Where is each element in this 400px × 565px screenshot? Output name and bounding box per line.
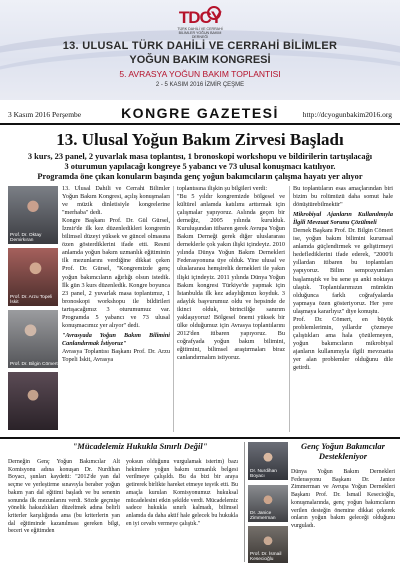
column-divider — [244, 442, 245, 562]
header-banner — [0, 0, 400, 100]
photo-audience — [8, 372, 58, 430]
article-column-2 — [177, 185, 285, 362]
photo-speaker-2 — [8, 248, 58, 306]
logo-text: TDCY — [178, 8, 222, 27]
photo-caption: Dr. Nurdihan Boyacı — [250, 469, 277, 479]
section-divider — [0, 437, 400, 439]
congress-title-line2: YOĞUN BAKIM KONGRESİ — [129, 54, 271, 66]
column-divider — [289, 186, 290, 432]
paragraph: Dernek Başkanı Prof. Dr. Bilgin Cömert ise, yoğun bakım bilimini kurumsal anlamda güçlendirmek ve geliştirmeyi hedeflediklerini ifade ederek, "2000'li yıllardan itibaren bu toplantıları yapıyoruz. Bilim sempozyumları başlamıştık ve bu sene şu anki noktaya ulaştık. Toplantılarımızın mümkün olduğunca farklı coğrafyalarda yapmaya özen gösteriyoruz. Her yere ulaşmaya kararlıyız" diye konuştu. — [293, 227, 393, 315]
photo-caption: Prof. Dr. Bilgin Cömert — [10, 362, 58, 367]
congress-dates: 2 - 5 KASIM 2016 İZMİR ÇEŞME — [155, 82, 245, 88]
photo-caption: Prof. Dr. İsmail Kesecioğlu — [250, 552, 282, 562]
article-column-3 — [293, 185, 393, 372]
column-divider — [173, 186, 174, 432]
paragraph: Kongre Başkanı Prof. Dr. Gül Gürsel, İzmir'de ilk kez düzenledikleri kongrenin bilimsel düzeyi yüksek ve güncel olmasına özen gösterdiklerini ifade etti. Resmi anlamda yoğun bakım uzmanlık eğitiminin ilk mezunlarını verdiğine dikkat çeken Prof. Dr. Gürsel, "Kongremizde genç yoğun bakımcıların ağırlığı olsun istedik. İlk gün 3 kurs düzenledik. Kongre boyunca 23 panel, 2 yuvarlak masa toplantımız, 1 bronoskopi workshopu ile bildirileri tartışacağımız 3 oturumumuz var. Programda 5 yabancı ve 73 ulusal konuşmacımız yer alıyor" dedi. — [62, 217, 170, 329]
website-link[interactable]: http://dcyogunbakim2016.org — [302, 110, 392, 119]
issue-date: 3 Kasım 2016 Perşembe — [8, 110, 82, 119]
logo-subtitle: TÜRK DAHİLİ VE CERRAHİ BİLİMLER YOĞUN BAKIM DERNEĞİ — [177, 27, 223, 39]
bottom-right-title: Genç Yoğun Bakımcılar Destekleniyor — [301, 441, 385, 461]
bottom-left-title: "Mücadelemiz Hukukla Sınırlı Değil" — [72, 441, 208, 451]
article-column-1 — [62, 185, 170, 364]
section-subhead: Mikrobiyal Ajanların Kullanılmıyla İlgili Mevzuat Sorunu Çözülmeli — [293, 211, 393, 227]
paragraph: Prof. Dr. Cömert, en büyük problemlerimin, yıllardır çözmeye çalıştıkları ama hala çözülemeyen, yoğun bakımcıların mikrobiyal ajanların kullanımıyla ilgili mevzuatta yer alan problemler olduğunu dile getirdi. — [293, 315, 393, 372]
subheadline-3: Programda öne çıkan konuların başında genç yoğun bakımcıların çalışma hayatı yer alıyor — [37, 172, 363, 181]
photo-caption: Prof. Dr. Oktay Demirkıran — [10, 233, 42, 243]
section-subhead: "Avrasyada Yoğun Bakım Bilimini Canlandırmak İstiyoruz" — [62, 331, 170, 347]
photo-caption: Prof. Dr. Arzu Topeli İskit — [10, 295, 53, 305]
paragraph: Bu toplantıların esas amaçlarından biri bizim bu rolümüzü daha somut hale dönüştürebilmektir" — [293, 185, 393, 209]
bottom-right-column: Dünya Yoğun Bakım Dernekleri Federasyonu Başkanı Dr. Janice Zimmerman ve Avrupa Yoğun Dernekleri Başkanı Prof. Dr. İsmail Kesecioğlu, konuşmalarında, genç yoğun bakımcıların verilen desteğin önemine dikkat çekerek onların yoğun bakım geleceği olduğunu vurguladı. — [291, 469, 395, 529]
congress-title-line3: 5. AVRASYA YOĞUN BAKIM TOPLANTISI — [119, 69, 281, 79]
congress-title-line1: 13. ULUSAL TÜRK DAHİLİ VE CERRAHİ BİLİMLER — [62, 40, 338, 52]
subheadline-2: 3 oturumun yapılacağı kongreye 5 yabancı ve 73 ulusal konuşmacı katılıyor. — [64, 162, 336, 171]
masthead-bar — [0, 103, 400, 125]
bottom-left-column-2: yoksun olduğunu vurgulamak isterim) bazı hekimlere yoğun bakım uzmanlık belgesi verilmeye çalışıldı. Bu da bizi bir araya getirerek birlikte hareket etmeye teşvik etti. Bu amaçla kurulan Komisyonumuz hukuksal mücadelesini etkin şekilde verdi. Mücadelemiz sadece hukukla sınırlı kalmadı, bilimsel anlamda da daha aktif hale gelecek bu hukukla en iyi cevabı vermeye çalıştık." — [126, 459, 238, 527]
bottom-left-column-1: Derneğin Genç Yoğun Bakımcılar Alt Komisyonu adına konuşan Dr. Nurdihan Boyacı, şunları kaydetti: "2012'de yan dal seçme ve yerleştirme sınavıyla beraber yoğun bakım yan dal eğitimi başladı ve bu senenin sonunda ilk mezunlarını verdi. Sözde geçmişe yönelik haksızlıkları düzeltmek adına belirli kriterler karşılığında ama (bu kriterlerin yan dal eğitiminde kazanılması gereken bilgi, beceri ve eğitimden — [8, 459, 120, 535]
newspaper-name: KONGRE GAZETESİ — [121, 105, 279, 121]
paragraph: Avrasya Toplantısı Başkanı Prof. Dr. Arzu Topeli İskit, Avrasya — [62, 347, 170, 363]
main-headline: 13. Ulusal Yoğun Bakım Zirvesi Başladı — [56, 130, 344, 149]
paragraph: toplantısına ilişkin şu bilgileri verdi: — [177, 185, 268, 192]
congress-logo — [177, 6, 223, 39]
paragraph: "Bu 5 yıldır kongremizde bölgesel ve kültürel anlamda katılımı arttırmak için çalışmalar yapıyoruz. Aslında geçen bir derneğiz, 2005 yılında kurulduk. Kuruluşundan itibaren gerek Avrupa Yoğun Bakım Derneği gerek diğer uluslararası derneklerle çok yakın ilişki içindeyiz. 2010 yılında Dünya Yoğun Bakım Dernekleri Federasyonuna üye olduk. Yine ulusal ve uluslararası hemşirelik dernekleri ile yakın ilişki içindeyiz. 2011 yılında Dünya Yoğun Bakım kongresi Türkiye'de yapmak için İstanbulda ilk kez adaylığımızı koyduk. 3 adaylık başvurumuz oldu ve hepsinde de ikinci olduk, birinciliğe sanırım yaklaşıyoruz! Bölgesel önemi yüksek bir ülke olduğumuz için Avrasya toplantılarını 2012'den itibaren yapıyoruz. Bu coğrafyada yoğun bakım bilimini, eğitimini, bilimsel araştırmaları biraz canlandırmalım istiyoruz. — [177, 193, 285, 361]
subheadline-1: 3 kurs, 23 panel, 2 yuvarlak masa toplantısı, 1 bronoskopi workshopu ve bildirilerin tartışılacağı — [27, 152, 373, 161]
photo-speaker-1 — [8, 186, 58, 244]
photo-janice-zimmerman — [248, 485, 288, 522]
photo-speaker-3 — [8, 310, 58, 368]
paragraph: 13. Ulusal Dahili ve Cerrahi Bilimler Yoğun Bakım Kongresi, açılış konuşmaları ve müzik dinletisiyle kongrelerine "merhaba" dedi. — [62, 185, 170, 217]
photo-caption: Dr. Janice Zimmerman — [250, 511, 276, 521]
photo-nurdihan-boyaci — [248, 442, 288, 480]
photo-ismail-kesecioglu — [248, 526, 288, 563]
